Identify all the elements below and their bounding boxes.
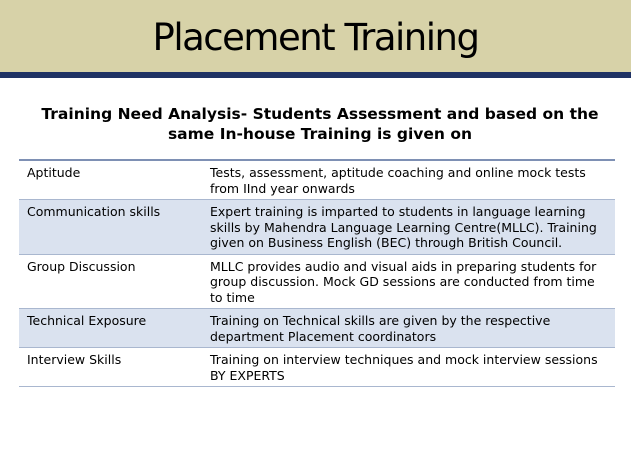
row-description-interview-skills: Training on interview techniques and mock interview sessions BY EXPERTS (210, 352, 598, 383)
row-label-group-discussion: Group Discussion (27, 258, 136, 274)
row-label-interview-skills: Interview Skills (27, 352, 122, 367)
row-description-technical-exposure: Training on Technical skills are given by the respective department Placement coordinators (210, 313, 551, 344)
row-description-group-discussion: MLLC provides audio and visual aids in preparing students for group discussion. Mock GD sessions are conducted from time to time (210, 258, 597, 305)
table-row (19, 200, 615, 255)
table-row (19, 160, 615, 200)
training-table (19, 159, 615, 387)
page-title: Placement Training (152, 16, 479, 59)
table-row (19, 254, 615, 309)
subtitle: Training Need Analysis- Students Assessment and based on the same In-house Training is given on (41, 105, 599, 143)
row-label-communication-skills: Communication skills (27, 204, 161, 219)
row-description-communication-skills: Expert training is imparted to students in language learning skills by Mahendra Language Learning Centre(MLLC). Training given on Business English (BEC) through British Council. (210, 204, 597, 250)
row-label-technical-exposure: Technical Exposure (27, 313, 147, 328)
row-label-aptitude: Aptitude (27, 165, 81, 180)
table-row (19, 348, 615, 387)
row-description-aptitude: Tests, assessment, aptitude coaching and online mock tests from IInd year onwards (210, 165, 586, 196)
table-row (19, 309, 615, 348)
title-rule (0, 72, 631, 78)
